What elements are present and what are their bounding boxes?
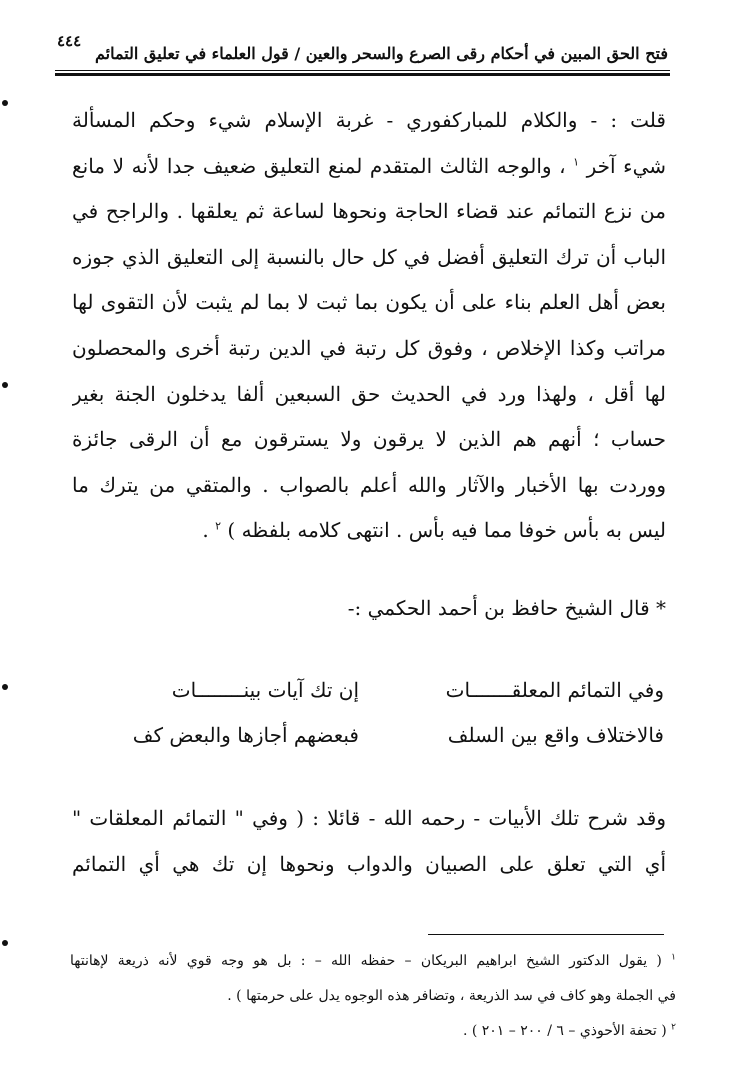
main-paragraph xyxy=(72,98,666,554)
body-line-3: من نزع التمائم عند قضاء الحاجة ونحوها لساعة ثم يعلقها . والراجح في xyxy=(72,199,666,224)
commentary-line-2: أي التي تعلق على الصبيان والدواب ونحوها إن تك هي أي التمائم xyxy=(72,851,666,876)
body-line-2-rest: ، والوجه الثالث المتقدم لمنع التعليق ضعيف جدا لأنه لا مانع xyxy=(72,153,566,178)
verse-1-second-hemistich: إن تك آيات بينــــــــات xyxy=(171,678,359,702)
section-heading: * قال الشيخ حافظ بن أحمد الحكمي :- xyxy=(347,596,666,620)
verse-1-first-hemistich: وفي التمائم المعلقـــــــات xyxy=(445,678,664,702)
running-title: فتح الحق المبين في أحكام رقى الصرع والسحر والعين / قول العلماء في تعليق التمائم xyxy=(94,44,668,63)
body-line-6: مراتب وكذا الإخلاص ، وفوق كل رتبة في الدين رتبة أخرى والمحصلون xyxy=(72,335,666,360)
body-line-1: قلت : - والكلام للمباركفوري - غربة الإسلام شيء وحكم المسألة xyxy=(72,108,666,132)
footnote-1-number: ١ xyxy=(671,952,676,963)
header-rule xyxy=(55,73,670,76)
footnote-ref-2: ٢ xyxy=(215,519,222,533)
margin-dot xyxy=(2,684,8,690)
footnote-1-text: ( يقول الدكتور الشيخ ابراهيم البريكان – حفظه الله – : بل هو وجه قوي لأنه ذريعة لإهانتها xyxy=(70,953,662,969)
verse-2-first-hemistich: فالاختلاف واقع بين السلف xyxy=(447,723,664,747)
verse-2-second-hemistich: فبعضهم أجازها والبعض كف xyxy=(132,723,359,747)
body-line-5: بعض أهل العلم بناء على أن يكون بما ثبت لا بما لم يثبت لأن التقوى لها xyxy=(72,290,666,315)
footnote-2-number: ٢ xyxy=(671,1022,676,1033)
body-line-2-start: شيء آخر xyxy=(586,153,666,178)
footnote-2 xyxy=(70,1014,676,1049)
body-line-8: حساب ؛ أنهم هم الذين لا يرقون ولا يسترقون مع أن الرقى جائزة xyxy=(72,427,666,452)
footnote-ref-1: ١ xyxy=(573,154,580,168)
body-line-9: ووردت بها الأخبار والآثار والله أعلم بالصواب . والمتقي من يترك ما xyxy=(72,472,666,497)
footnotes xyxy=(70,944,676,1049)
margin-dot xyxy=(2,100,8,106)
page-header xyxy=(55,28,670,76)
footnote-separator xyxy=(428,934,664,935)
footnote-1-line-2: في الجملة وهو كاف في سد الذريعة ، وتضافر هذه الوجوه يدل على حرمتها ) . xyxy=(227,988,676,1004)
body-line-4: الباب أن ترك التعليق أفضل في كل حال بالنسبة إلى التعليق الذي جوزه xyxy=(72,244,666,269)
commentary-paragraph xyxy=(72,796,666,887)
footnote-1-line-1 xyxy=(70,944,676,979)
margin-dot xyxy=(2,382,8,388)
body-line-10: ليس به بأس خوفا مما فيه بأس . انتهى كلامه بلفظه ) $^٢$ . xyxy=(202,518,666,543)
footnote-2-text: ( تحفة الأحوذي – ٦ / ٢٠٠ – ٢٠١ ) . xyxy=(462,1023,667,1039)
body-line-7: لها أقل ، ولهذا ورد في الحديث حق السبعين ألفا يدخلون الجنة بغير xyxy=(72,381,666,406)
commentary-line-1: وقد شرح تلك الأبيات - رحمه الله - قائلا : ( وفي " التمائم المعلقات " xyxy=(72,806,666,830)
header-rule-thin xyxy=(55,70,670,71)
body-line-10-text: ليس به بأس خوفا مما فيه بأس . انتهى كلامه بلفظه ) xyxy=(227,518,666,543)
body-line-2 xyxy=(72,144,666,190)
margin-dot xyxy=(2,940,8,946)
page-number: ٤٤٤ xyxy=(57,32,82,50)
